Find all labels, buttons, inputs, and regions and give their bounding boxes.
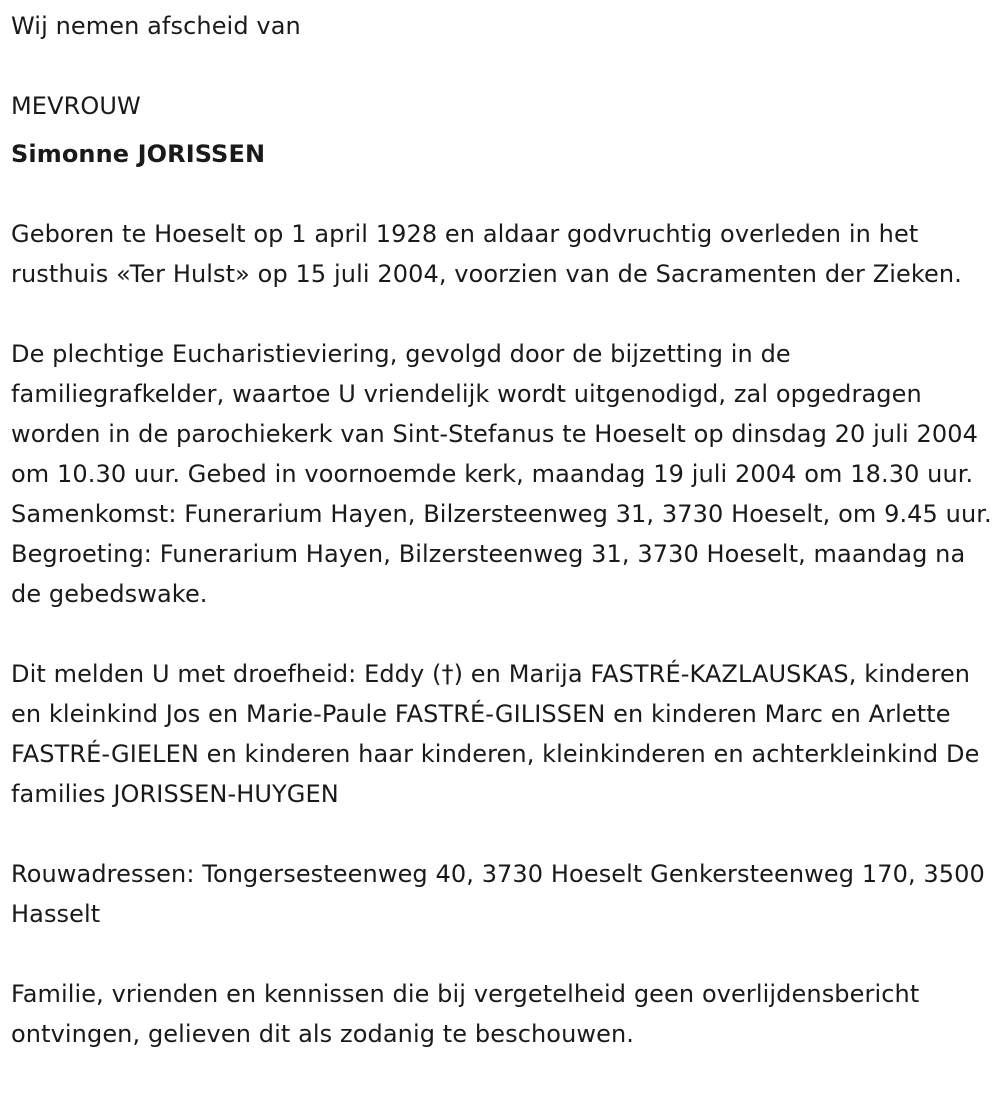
addresses-paragraph: Rouwadressen: Tongersesteenweg 40, 3730 Hoeselt Genkersteenweg 170, 3500 Hasselt [11,860,985,928]
spacer [11,814,996,854]
intro-line: Wij nemen afscheid van [11,12,301,40]
spacer [11,46,996,86]
spacer [11,614,996,654]
ceremony-paragraph: De plechtige Eucharistieviering, gevolgd door de bijzetting in de familiegrafkelder, waartoe U vriendelijk wordt uitgenodigd, zal opgedragen worden in de parochiekerk van Sint-Stefanus te Hoeselt op dinsdag 20 juli 2004 om 10.30 uur. Gebed in voornoemde kerk, maandag 19 juli 2004 om 18.30 uur. Samenkomst: Funerarium Hayen, Bilzersteenweg 31, 3730 Hoeselt, om 9.45 uur. Begroeting: Funerarium Hayen, Bilzersteenweg 31, 3730 Hoeselt, maandag na de gebedswake. [11,340,992,608]
family-paragraph: Dit melden U met droefheid: Eddy (†) en Marija FASTRÉ-KAZLAUSKAS, kinderen en kleinkind Jos en Marie-Paule FASTRÉ-GILISSEN en kinderen Marc en Arlette FASTRÉ-GIELEN en kinderen haar kinderen, kleinkinderen en achterkleinkind De families JORISSEN-HUYGEN [11,660,980,808]
spacer [11,934,996,974]
honorific-title: MEVROUW [11,92,141,120]
deceased-name: Simonne JORISSEN [11,140,266,168]
birth-death-paragraph: Geboren te Hoeselt op 1 april 1928 en aldaar godvruchtig overleden in het rusthuis «Ter Hulst» op 15 juli 2004, voorzien van de Sacramenten der Zieken. [11,220,962,288]
obituary-document [11,6,996,1054]
spacer [11,294,996,334]
spacer [11,174,996,214]
closing-paragraph: Familie, vrienden en kennissen die bij vergetelheid geen overlijdensbericht ontvingen, gelieven dit als zodanig te beschouwen. [11,980,920,1048]
